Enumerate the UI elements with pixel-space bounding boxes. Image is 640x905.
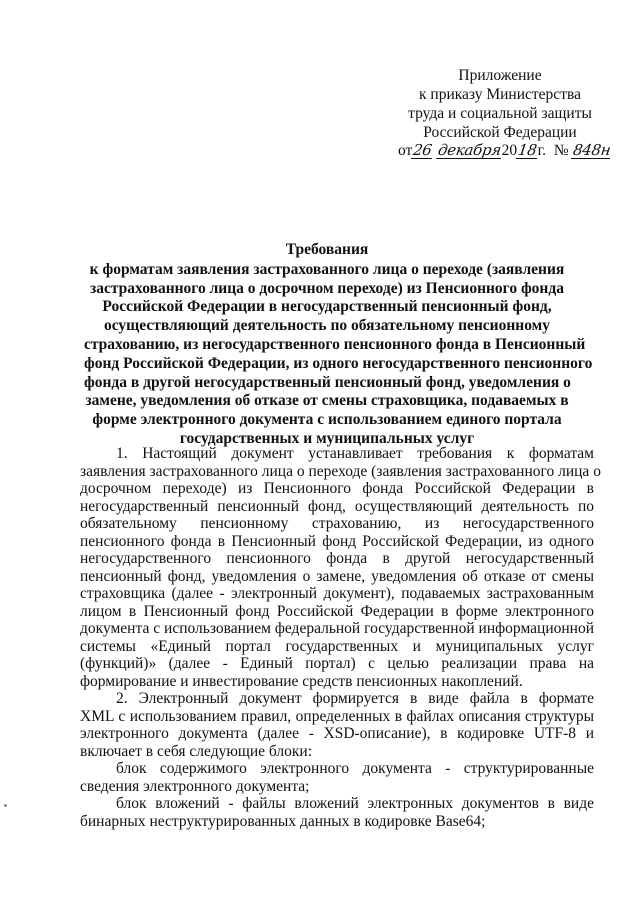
order-year-suffix: 18 (516, 141, 538, 159)
appendix-line: труда и социальной защиты (408, 105, 592, 122)
title-line: Российской Федерации в негосударственный пенсионный фонд, (102, 298, 552, 316)
document-title (84, 241, 593, 449)
title-line: осуществляющий деятельность по обязательному пенсионному (104, 317, 550, 335)
block-item-attachments: блок вложений - файлы вложений электронных документов в виде (116, 795, 594, 812)
scan-dot (4, 804, 7, 807)
body-line: (функций)» (далее - Единый портал) с целью реализации права на (80, 655, 594, 672)
appendix-header (390, 66, 610, 142)
body-line: пенсионный фонд, уведомления о замене, уведомления об отказе от смены (80, 567, 594, 585)
body-line: заявления застрахованного лица о переходе (заявления застрахованного лица о (80, 462, 601, 480)
body-line: XML с использованием правил, определенных в файлах описания структуры (80, 707, 594, 725)
body-line: негосударственного пенсионного фонда в другой негосударственный (80, 550, 594, 567)
order-day: 26 (412, 141, 434, 159)
paragraph-1-start: 1. Настоящий документ устанавливает требования к форматам (116, 445, 594, 462)
body-line: электронного документа (далее - XSD-описание), в кодировке UTF-8 и (80, 725, 594, 742)
title-line: форме электронного документа с использованием единого портала (92, 411, 562, 429)
year-suffix-label: г. (537, 142, 547, 159)
title-line: к форматам заявления застрахованного лица о переходе (заявления (89, 260, 565, 278)
body-line: лицом в Пенсионный фонд Российской Федерации в форме электронного (80, 602, 594, 620)
body-line: досрочном переходе) из Пенсионного фонда Российской Федерации в (80, 480, 594, 497)
body-line: страховщика (далее - электронный документ), подаваемых застрахованным (80, 585, 594, 602)
appendix-line: Российской Федерации (423, 124, 577, 141)
body-line: пенсионного фонда в Пенсионный фонд Российской Федерации, из одного (80, 532, 594, 550)
body-line: документа с использованием федеральной государственной информационной (80, 620, 594, 637)
body-line: обязательному пенсионному страхованию, из негосударственного (80, 515, 594, 532)
order-number: 848н (572, 141, 613, 159)
order-year-prefix: 20 (501, 142, 518, 159)
body-line: бинарных неструктурированных данных в кодировке Base64; (80, 812, 486, 830)
body-line: системы «Единый портал государственных и муниципальных услуг (80, 637, 594, 655)
appendix-line: Приложение (458, 67, 542, 84)
title-line: замене, уведомления об отказе от смены страховщика, подаваемых в (85, 392, 569, 410)
appendix-line: к приказу Министерства (419, 86, 581, 103)
body-line: негосударственный пенсионный фонд, осуществляющий деятельность по (80, 497, 594, 515)
document-body (80, 445, 601, 830)
title-line: государственных и муниципальных услуг (179, 429, 475, 447)
title-line: застрахованного лица о досрочном переходе) из Пенсионного фонда (90, 279, 564, 297)
body-line: включает в себя следующие блоки: (80, 742, 313, 760)
paragraph-2-start: 2. Электронный документ формируется в виде файла в формате (116, 690, 594, 707)
block-item-content: блок содержимого электронного документа - структурированные (116, 760, 594, 777)
number-label: № (553, 142, 569, 159)
title-heading: Требования (285, 241, 369, 258)
order-date-number (398, 142, 638, 160)
from-label: от (398, 142, 413, 159)
title-line: фонда в другой негосударственный пенсионный фонд, уведомления о (84, 373, 571, 391)
order-month: декабря (436, 141, 502, 159)
title-line: фонд Российской Федерации, из одного негосударственного пенсионного (84, 354, 593, 372)
body-line: формирование и инвестирование средств пенсионных накоплений. (80, 672, 523, 690)
body-line: сведения электронного документа; (80, 777, 310, 795)
title-line: страхованию, из негосударственного пенсионного фонда в Пенсионный (84, 335, 586, 353)
